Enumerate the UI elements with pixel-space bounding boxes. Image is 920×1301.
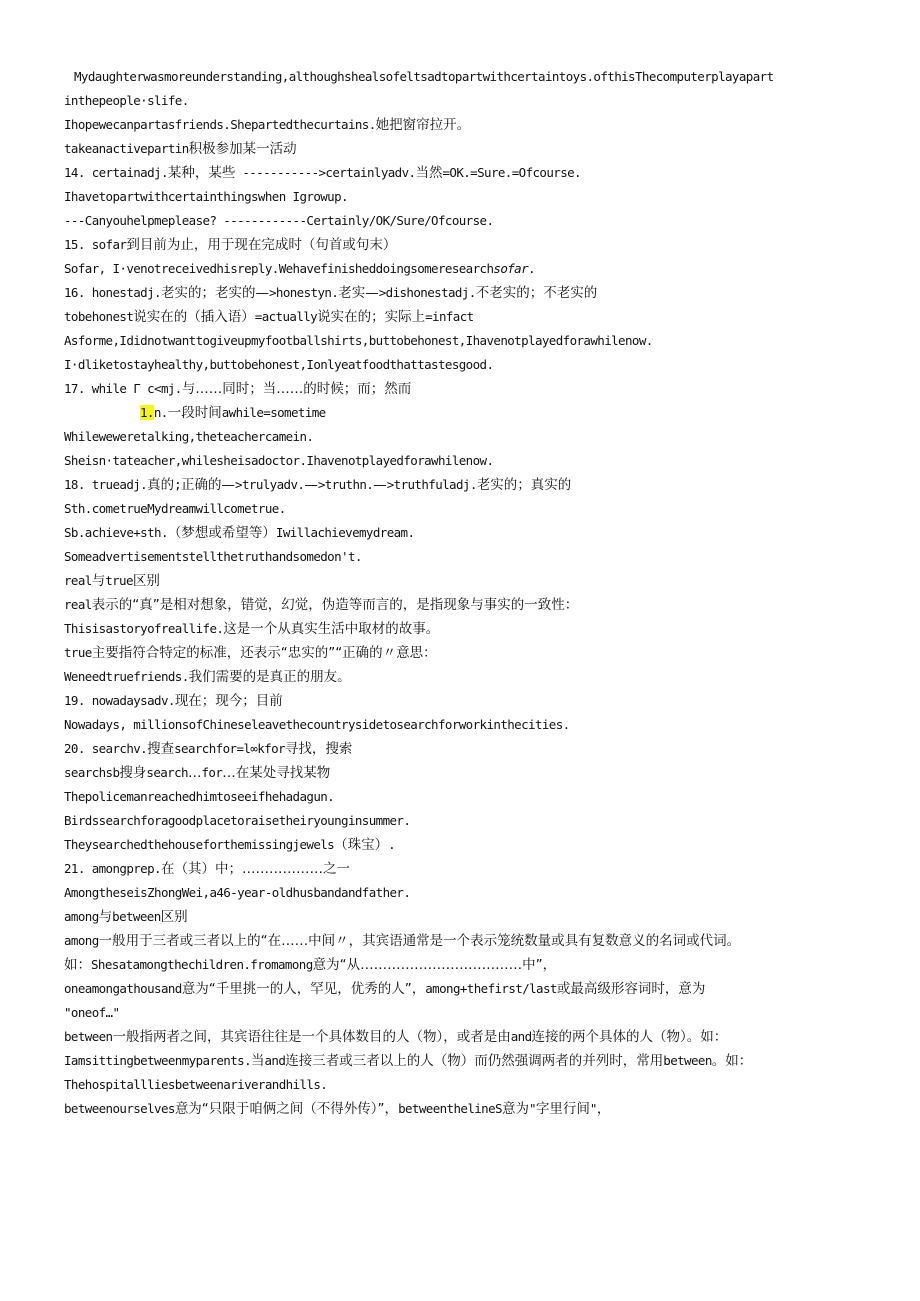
- cjk-run: 与: [98, 909, 113, 925]
- text-line: Thisisastoryofreallife.这是一个从真实生活中取材的故事。: [64, 621, 440, 637]
- cjk-run: 真的: [147, 477, 175, 493]
- text-line: betweenourselves意为“只限于咱俩之间（不得外传）”，betweenthelineS意为"字里行间"，: [64, 1101, 611, 1117]
- text-line: searchsb搜身search…for…在某处寻找某物: [64, 765, 331, 781]
- text-line: 如：Shesatamongthechildren.fromamong意为“从………………………………中”，: [64, 957, 557, 973]
- cjk-run: ，: [596, 1101, 611, 1117]
- text-line: Nowadays, millionsofChineseleavethecountrysidetosearchforworkinthecities.: [64, 717, 570, 732]
- cjk-run: （梦想或希望等）: [167, 525, 276, 541]
- cjk-run: 一般用于三者或三者以上的“在……中间〃，其宾语通常是一个表示笼统数量或具有复数意义的名词或代词。: [98, 933, 741, 949]
- cjk-run: —: [304, 477, 318, 493]
- cjk-run: 搜身: [119, 765, 147, 781]
- text-line: Ihavetopartwithcertainthingswhen Igrowup.: [64, 189, 348, 204]
- item-21-heading: 21. amongprep.在（其）中；………………之一: [64, 861, 350, 877]
- cjk-run: 她把窗帘拉开。: [375, 117, 471, 133]
- cjk-run: 在（其）中；………………之一: [160, 861, 350, 877]
- item-20-heading: 20. searchv.搜查searchfor=l∞kfor寻找，搜索: [64, 741, 353, 757]
- cjk-run: 与: [91, 573, 106, 589]
- cjk-run: 意为“千里挑一的人，罕见，优秀的人”，: [181, 981, 426, 997]
- text-line: "oneof…": [64, 1005, 120, 1020]
- item-16-heading: 16. honestadj.老实的；老实的—>honestyn.老实—>dishonestadj.不老实的；不老实的: [64, 285, 598, 301]
- cjk-run: 老实—: [338, 285, 379, 301]
- cjk-run: 字里行间: [535, 1101, 590, 1117]
- text-line: Ihopewecanpartasfriends.Shepartedthecurtains.她把窗帘拉开。: [64, 117, 471, 133]
- cjk-run: 区别: [160, 909, 188, 925]
- text-segment: Sofar, I·venotreceivedhisreply.Wehavefinisheddoingsomeresearch: [64, 261, 494, 276]
- text-line: Thehospitallliesbetweenariverandhills.: [64, 1077, 328, 1092]
- cjk-run: 说实在的；实际上: [317, 309, 426, 325]
- text-line: inthepeople·slife.: [64, 93, 189, 108]
- text-line: between一般指两者之间，其宾语往往是一个具体数目的人（物），或者是由and连接的两个具体的人（物）。如：: [64, 1029, 728, 1045]
- item-18-heading: 18. trueadj.真的;正确的—>trulyadv.—>truthn.—>truthfuladj.老实的；真实的: [64, 477, 572, 493]
- cjk-run: 这是一个从真实生活中取材的故事。: [223, 621, 440, 637]
- cjk-run: 表示的“真”是相对想象，错觉，幻觉，伪造等而言的，是指现象与事实的一致性：: [91, 597, 579, 613]
- cjk-run: 某种，某些: [167, 165, 236, 181]
- text-line: Sheisn·tateacher,whilesheisadoctor.Ihavenotplayedforawhilenow.: [64, 453, 494, 468]
- cjk-run: （珠宝）: [334, 837, 389, 853]
- text-segment: .: [528, 261, 535, 276]
- cjk-run: 区别: [132, 573, 160, 589]
- text-line: takeanactivepartin积极参加某一活动: [64, 141, 297, 157]
- text-line: tobehonest说实在的（插入语）=actually说实在的；实际上=infact: [64, 309, 474, 325]
- cjk-run: 连接的两个具体的人（物）。如：: [531, 1029, 728, 1045]
- text-line: Thepolicemanreachedhimtoseeifhehadagun.: [64, 789, 335, 804]
- cjk-run: 寻找，搜索: [284, 741, 353, 757]
- section-title: real与true区别: [64, 573, 160, 589]
- cjk-run: 与……同时；当……的时候；而；然而: [181, 381, 412, 397]
- text-line: true主要指符合特定的标准，还表示“忠实的”“正确的〃意思：: [64, 645, 437, 661]
- cjk-run: 一般指两者之间，其宾语往往是一个具体数目的人（物），或者是由: [112, 1029, 511, 1045]
- cjk-run: —: [373, 477, 387, 493]
- text-line: among一般用于三者或三者以上的“在……中间〃，其宾语通常是一个表示笼统数量或具有复数意义的名词或代词。: [64, 933, 741, 949]
- text-line: Asforme,Ididnotwanttogiveupmyfootballshirts,buttobehonest,Ihavenotplayedforawhilenow.: [64, 333, 653, 348]
- cjk-run: 意为: [501, 1101, 529, 1117]
- cjk-run: 或最高级形容词时，意为: [556, 981, 706, 997]
- cjk-run: 正确的—: [181, 477, 236, 493]
- text-line: Whileweweretalking,theteachercamein.: [64, 429, 314, 444]
- italic-word: sofar: [493, 261, 529, 276]
- cjk-run: 主要指符合特定的标准，还表示“忠实的”“正确的〃意思：: [91, 645, 437, 661]
- text-line: Someadvertisementstellthetruthandsomedon't.: [64, 549, 362, 564]
- cjk-run: 如：: [64, 957, 91, 973]
- cjk-run: 说实在的（插入语）: [133, 309, 255, 325]
- highlighted-marker: 1.: [140, 405, 154, 420]
- cjk-run: 现在；现今；目前: [174, 693, 283, 709]
- cjk-run: 当: [251, 1053, 265, 1069]
- text-line: I·dliketostayhealthy,buttobehonest,Ionlyeatfoodthattastesgood.: [64, 357, 494, 372]
- text-line: Theysearchedthehouseforthemissingjewels（珠宝）.: [64, 837, 396, 853]
- cjk-run: 我们需要的是真正的朋友。: [188, 669, 351, 685]
- cjk-run: 。如：: [711, 1053, 753, 1069]
- section-title: among与between区别: [64, 909, 188, 925]
- cjk-run: 老实的；真实的: [476, 477, 572, 493]
- text-line: ---Canyouhelpmeplease? ------------Certainly/OK/Sure/Ofcourse.: [64, 213, 494, 228]
- text-line: oneamongathousand意为“千里挑一的人，罕见，优秀的人”，among+thefirst/last或最高级形容词时，意为: [64, 981, 706, 997]
- text-line: Weneedtruefriends.我们需要的是真正的朋友。: [64, 669, 351, 685]
- text-line: [140, 405, 326, 421]
- cjk-run: 积极参加某一活动: [188, 141, 297, 157]
- text-line: Mydaughterwasmoreunderstanding,althoughshealsofeltsadtopartwithcertaintoys.ofthisThecomputerplayapart: [74, 69, 774, 84]
- cjk-run: 一段时间: [167, 405, 222, 421]
- text-line: Iamsittingbetweenmyparents.当and连接三者或三者以上的人（物）而仍然强调两者的并列时，常用between。如：: [64, 1053, 753, 1069]
- cjk-run: 连接三者或三者以上的人（物）而仍然强调两者的并列时，常用: [285, 1053, 664, 1069]
- text-line: Sb.achieve+sth.（梦想或希望等）Iwillachievemydream.: [64, 525, 415, 541]
- cjk-run: 当然: [415, 165, 443, 181]
- cjk-run: 老实的；老实的—: [160, 285, 269, 301]
- cjk-run: …在某处寻找某物: [222, 765, 331, 781]
- item-17-heading: 17. while Γ c<mj.与……同时；当……的时候；而；然而: [64, 381, 412, 397]
- item-15-heading: 15. sofar到目前为止，用于现在完成时（句首或句末）: [64, 237, 397, 253]
- item-14-heading: 14. certainadj.某种，某些 ----------->certainlyadv.当然=OK.=Sure.=Ofcourse.: [64, 165, 581, 181]
- cjk-run: 到目前为止，用于现在完成时（句首或句末）: [126, 237, 397, 253]
- cjk-run: 不老实的；不老实的: [475, 285, 598, 301]
- text-line: real表示的“真”是相对想象，错觉，幻觉，伪造等而言的，是指现象与事实的一致性：: [64, 597, 579, 613]
- text-line: Sth.cometrueMydreamwillcometrue.: [64, 501, 286, 516]
- cjk-run: 意为“只限于咱俩之间（不得外传）”，: [174, 1101, 399, 1117]
- cjk-run: 搜查: [147, 741, 175, 757]
- text-line: [64, 261, 535, 277]
- item-19-heading: 19. nowadaysadv.现在；现今；目前: [64, 693, 283, 709]
- cjk-run: 意为“从………………………………中”，: [312, 957, 557, 973]
- cjk-run: …: [187, 765, 202, 781]
- text-line: AmongtheseisZhongWei,a46-year-oldhusbandandfather.: [64, 885, 411, 900]
- text-segment: n.一段时间awhile=sometime: [153, 405, 326, 421]
- text-line: Birdssearchforagoodplacetoraisetheiryounginsummer.: [64, 813, 411, 828]
